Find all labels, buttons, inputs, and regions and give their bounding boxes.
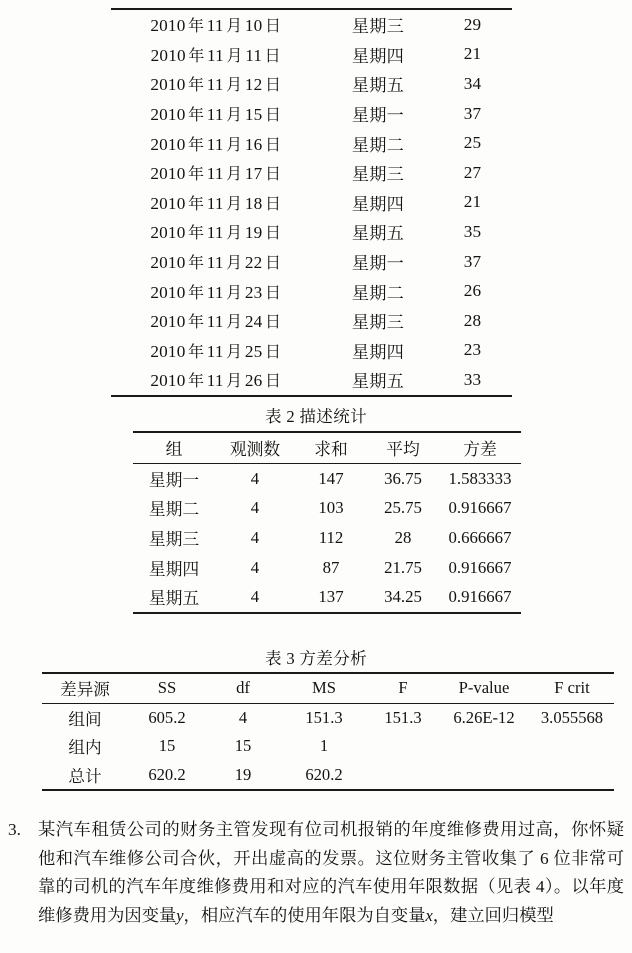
cell-sum: 103 bbox=[318, 498, 344, 518]
table-row bbox=[111, 40, 512, 70]
question-text-part2: ，相应汽车的使用年限为自变量 bbox=[183, 905, 426, 925]
cell-ms: 1 bbox=[319, 736, 329, 756]
daily-observations-table bbox=[111, 8, 512, 397]
question-text bbox=[38, 816, 624, 930]
table3-head bbox=[42, 673, 614, 703]
question-text-part3: ，建立回归模型 bbox=[432, 905, 554, 925]
cell-pvalue: 6.26E-12 bbox=[453, 707, 515, 727]
table-row bbox=[111, 336, 512, 366]
cell-df: 19 bbox=[234, 765, 252, 785]
table-row bbox=[42, 703, 614, 732]
cell-sum: 147 bbox=[318, 468, 344, 488]
question-number: 3. bbox=[8, 820, 21, 839]
cell-pvalue bbox=[438, 761, 530, 791]
table3-header-ss: SS bbox=[157, 678, 177, 698]
table2-body bbox=[133, 464, 521, 613]
cell-date: 2010 年 11 月 22 日 bbox=[150, 253, 282, 273]
table2-header-mean: 平均 bbox=[386, 440, 420, 459]
table-row bbox=[42, 732, 614, 761]
table3-header-df: df bbox=[236, 678, 250, 698]
table3-header-ms: MS bbox=[312, 678, 336, 698]
cell-value: 27 bbox=[463, 162, 482, 182]
cell-value: 25 bbox=[463, 133, 482, 153]
table-row bbox=[111, 99, 512, 129]
cell-date: 2010 年 11 月 12 日 bbox=[150, 75, 282, 95]
cell-count: 4 bbox=[250, 527, 260, 547]
cell-weekday: 星期五 bbox=[351, 76, 405, 96]
cell-f bbox=[368, 761, 438, 791]
table-row bbox=[111, 365, 512, 396]
cell-count: 4 bbox=[250, 468, 260, 488]
cell-ss: 605.2 bbox=[148, 707, 186, 727]
question-block bbox=[8, 816, 624, 930]
variable-y: y bbox=[176, 905, 184, 925]
cell-date: 2010 年 11 月 11 日 bbox=[150, 45, 281, 65]
table2-head bbox=[133, 432, 521, 464]
cell-f: 151.3 bbox=[384, 707, 422, 727]
daily-observations-table-wrapper bbox=[111, 8, 512, 397]
table3-header-source: 差异源 bbox=[60, 680, 110, 700]
cell-f bbox=[368, 732, 438, 761]
table-row bbox=[111, 247, 512, 277]
table3-caption: 表 3 方差分析 bbox=[265, 649, 367, 668]
cell-mean: 28 bbox=[394, 527, 412, 547]
table-row bbox=[111, 276, 512, 306]
table3-header-row bbox=[42, 673, 614, 703]
cell-weekday: 星期三 bbox=[351, 17, 405, 37]
cell-mean: 25.75 bbox=[384, 498, 422, 518]
daily-observations-table-body bbox=[111, 9, 512, 396]
cell-sum: 87 bbox=[322, 557, 340, 577]
table-row bbox=[111, 128, 512, 158]
cell-weekday: 星期二 bbox=[351, 283, 405, 303]
cell-weekday: 星期一 bbox=[351, 106, 405, 126]
cell-date: 2010 年 11 月 10 日 bbox=[150, 16, 282, 36]
cell-ms: 620.2 bbox=[305, 765, 343, 785]
cell-count: 4 bbox=[250, 557, 260, 577]
cell-count: 4 bbox=[250, 498, 260, 518]
anova-table-wrapper bbox=[42, 672, 604, 791]
cell-mean: 36.75 bbox=[384, 468, 422, 488]
cell-weekday: 星期五 bbox=[351, 224, 405, 244]
table2-header-variance: 方差 bbox=[463, 440, 497, 459]
cell-weekday: 星期五 bbox=[351, 372, 405, 392]
table-row bbox=[133, 523, 521, 553]
cell-value: 21 bbox=[463, 192, 482, 212]
cell-date: 2010 年 11 月 15 日 bbox=[150, 105, 282, 125]
question-text-part1: 某汽车租赁公司的财务主管发现有位司机报销的年度维修费用过高，你怀疑他和汽车维修公司合伙，开出虚高的发票。这位财务主管收集了 6 位非常可靠的司机的汽车年度维修费用和对应的汽车使用年限数据（见表 4）。以年度维修费用为因变量 bbox=[38, 820, 624, 925]
cell-mean: 34.25 bbox=[384, 587, 422, 607]
table-row bbox=[133, 553, 521, 583]
cell-sum: 137 bbox=[318, 587, 344, 607]
cell-variance: 0.916667 bbox=[448, 587, 512, 607]
table-row bbox=[111, 188, 512, 218]
table3-header-fcrit: F crit bbox=[554, 678, 590, 698]
cell-ss: 620.2 bbox=[148, 765, 186, 785]
cell-date: 2010 年 11 月 24 日 bbox=[150, 312, 282, 332]
cell-date: 2010 年 11 月 23 日 bbox=[150, 282, 282, 302]
table-row bbox=[111, 217, 512, 247]
cell-mean: 21.75 bbox=[384, 557, 422, 577]
cell-ms: 151.3 bbox=[305, 707, 343, 727]
cell-df: 15 bbox=[234, 736, 252, 756]
cell-value: 37 bbox=[463, 251, 482, 271]
cell-weekday: 星期四 bbox=[351, 342, 405, 362]
cell-fcrit bbox=[530, 732, 614, 761]
cell-date: 2010 年 11 月 25 日 bbox=[150, 341, 282, 361]
table-row bbox=[133, 582, 521, 613]
cell-value: 28 bbox=[463, 310, 482, 330]
cell-date: 2010 年 11 月 18 日 bbox=[150, 193, 282, 213]
table-row bbox=[111, 9, 512, 40]
table2-header-group: 组 bbox=[165, 440, 183, 459]
cell-source: 总计 bbox=[68, 767, 102, 787]
cell-value: 21 bbox=[463, 44, 482, 64]
table2-header-sum: 求和 bbox=[314, 440, 348, 459]
cell-value: 26 bbox=[463, 281, 482, 301]
cell-variance: 1.583333 bbox=[448, 468, 512, 488]
cell-weekday: 星期一 bbox=[351, 254, 405, 274]
cell-value: 33 bbox=[463, 369, 482, 389]
cell-value: 35 bbox=[463, 221, 482, 241]
table3-header-f: F bbox=[398, 678, 408, 698]
cell-date: 2010 年 11 月 17 日 bbox=[150, 164, 282, 184]
table-row bbox=[111, 69, 512, 99]
cell-group: 星期一 bbox=[148, 470, 200, 490]
cell-group: 星期四 bbox=[148, 559, 200, 579]
cell-value: 37 bbox=[463, 103, 482, 123]
table-row bbox=[42, 761, 614, 791]
cell-variance: 0.916667 bbox=[448, 557, 512, 577]
cell-weekday: 星期四 bbox=[351, 194, 405, 214]
cell-group: 星期五 bbox=[148, 589, 200, 609]
cell-date: 2010 年 11 月 16 日 bbox=[150, 134, 282, 154]
variable-x: x bbox=[425, 905, 433, 925]
cell-group: 星期二 bbox=[148, 500, 200, 520]
cell-date: 2010 年 11 月 19 日 bbox=[150, 223, 282, 243]
cell-df: 4 bbox=[238, 707, 248, 727]
cell-weekday: 星期二 bbox=[351, 135, 405, 155]
cell-weekday: 星期三 bbox=[351, 313, 405, 333]
cell-value: 29 bbox=[463, 14, 482, 34]
table-row bbox=[133, 494, 521, 524]
cell-source: 组内 bbox=[68, 738, 102, 758]
table2-header-row bbox=[133, 432, 521, 464]
cell-weekday: 星期四 bbox=[351, 46, 405, 66]
cell-variance: 0.916667 bbox=[448, 498, 512, 518]
table3-body bbox=[42, 703, 614, 790]
cell-date: 2010 年 11 月 26 日 bbox=[150, 371, 282, 391]
table-row bbox=[111, 306, 512, 336]
descriptive-statistics-table-wrapper bbox=[133, 431, 521, 614]
cell-count: 4 bbox=[250, 587, 260, 607]
cell-group: 星期三 bbox=[148, 529, 200, 549]
cell-pvalue bbox=[438, 732, 530, 761]
table-row bbox=[133, 464, 521, 494]
cell-weekday: 星期三 bbox=[351, 165, 405, 185]
table2-header-count: 观测数 bbox=[229, 440, 281, 459]
table2-caption: 表 2 描述统计 bbox=[265, 407, 367, 426]
cell-sum: 112 bbox=[318, 527, 344, 547]
descriptive-statistics-table bbox=[133, 431, 521, 614]
cell-value: 34 bbox=[463, 73, 482, 93]
question-paragraph bbox=[38, 816, 624, 930]
cell-fcrit bbox=[530, 761, 614, 791]
cell-fcrit: 3.055568 bbox=[540, 707, 604, 727]
cell-ss: 15 bbox=[158, 736, 176, 756]
cell-value: 23 bbox=[463, 340, 482, 360]
table3-header-pvalue: P-value bbox=[458, 678, 510, 698]
cell-variance: 0.666667 bbox=[448, 527, 512, 547]
table-row bbox=[111, 158, 512, 188]
anova-table bbox=[42, 672, 614, 791]
cell-source: 组间 bbox=[68, 709, 102, 729]
